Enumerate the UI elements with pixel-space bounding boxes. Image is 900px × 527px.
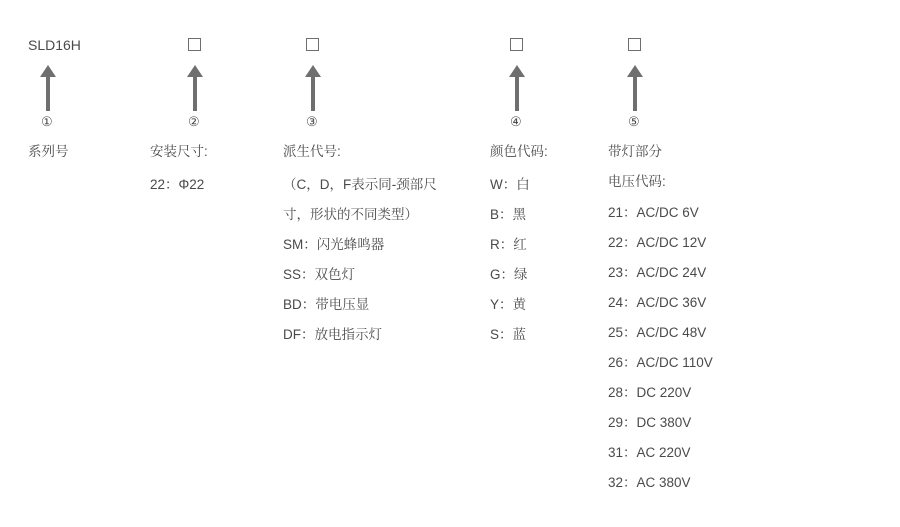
detail-item: DF：放电指示灯 (283, 327, 382, 342)
code-box-3 (306, 38, 319, 51)
detail-item: 21：AC/DC 6V (608, 205, 699, 220)
arrow-up-icon-5 (625, 65, 645, 111)
code-box-2 (188, 38, 201, 51)
heading-2: 安装尺寸: (150, 144, 208, 159)
heading-4: 颜色代码: (490, 144, 548, 159)
code-box-4 (510, 38, 523, 51)
detail-item: W：白 (490, 177, 530, 192)
subheading-5: 电压代码: (608, 174, 666, 189)
detail-item: 25：AC/DC 48V (608, 325, 707, 340)
arrow-up-icon-3 (303, 65, 323, 111)
arrow-up-icon-4 (507, 65, 527, 111)
detail-list-2 (150, 170, 280, 200)
arrow-up-icon-1 (38, 65, 58, 111)
detail-item: 32：AC 380V (608, 475, 691, 490)
detail-item: 22：Φ22 (150, 177, 205, 192)
detail-item: Y：黄 (490, 297, 527, 312)
detail-item: 29：DC 380V (608, 415, 692, 430)
detail-item: BD：带电压显 (283, 297, 370, 312)
detail-item: 22：AC/DC 12V (608, 235, 707, 250)
marker-5: ⑤ (628, 114, 640, 129)
heading-5: 带灯部分 (608, 144, 662, 159)
detail-item: （C，D，F表示同-颈部尺寸，形状的不同类型） (283, 177, 437, 222)
detail-item: S：蓝 (490, 327, 527, 342)
detail-item: B：黑 (490, 207, 527, 222)
detail-item: 31：AC 220V (608, 445, 691, 460)
detail-list-4 (490, 170, 600, 350)
marker-4: ④ (510, 114, 522, 129)
detail-list-3 (283, 170, 463, 350)
marker-2: ② (188, 114, 200, 129)
detail-list-5 (608, 198, 808, 498)
heading-1: 系列号 (28, 144, 69, 159)
detail-item: R：红 (490, 237, 527, 252)
detail-item: 26：AC/DC 110V (608, 355, 713, 370)
detail-item: 23：AC/DC 24V (608, 265, 707, 280)
code-box-5 (628, 38, 641, 51)
detail-item: G：绿 (490, 267, 528, 282)
detail-item: 24：AC/DC 36V (608, 295, 707, 310)
marker-3: ③ (306, 114, 318, 129)
detail-item: SM：闪光蜂鸣器 (283, 237, 385, 252)
arrow-up-icon-2 (185, 65, 205, 111)
heading-3: 派生代号: (283, 144, 341, 159)
detail-item: 28：DC 220V (608, 385, 692, 400)
marker-1: ① (41, 114, 53, 129)
detail-item: SS：双色灯 (283, 267, 356, 282)
series-code-label: SLD16H (28, 37, 81, 53)
